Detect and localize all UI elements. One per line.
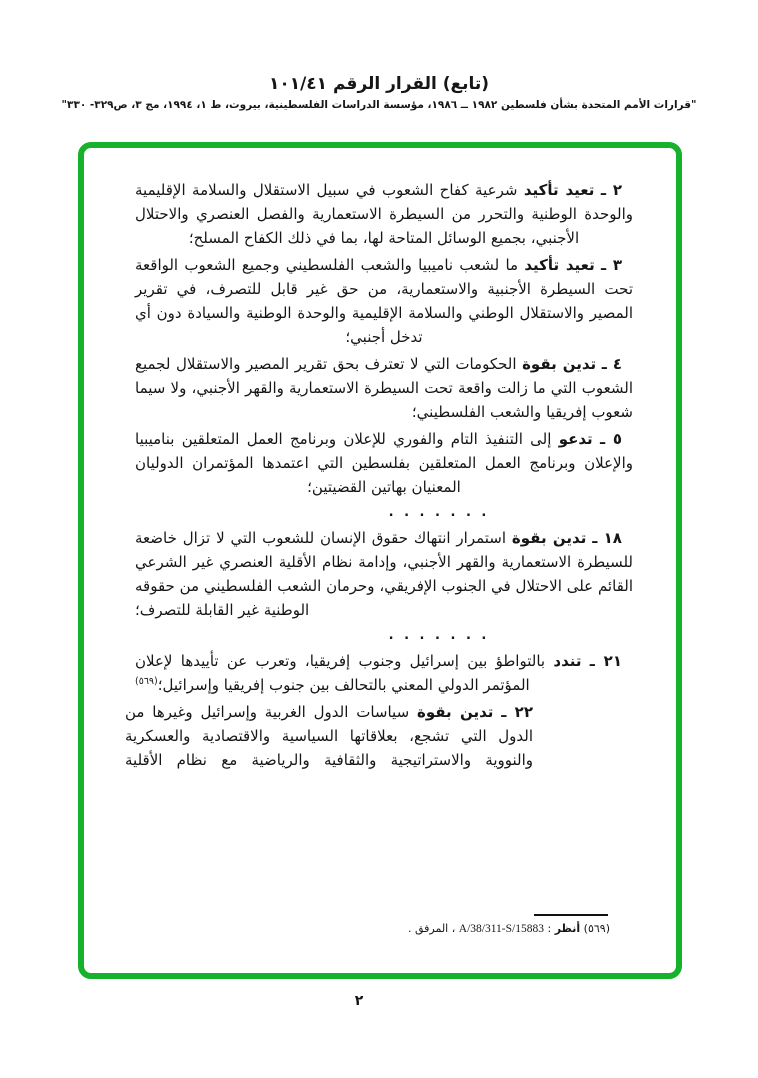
clause-lead: تدين بقوة [417,703,494,721]
clause-number: ١٨ ـ [592,529,622,547]
clause-lead: تدعو [558,430,593,448]
ellipsis-separator: . . . . . . . [388,505,490,520]
clause-number: ٢٢ ـ [501,703,533,721]
clause-3 [135,253,633,349]
clause-text: ما لشعب ناميبيا والشعب الفلسطيني وجميع الشعوب الواقعة تحت السيطرة الأجنبية والاستعمارية، من حق غير قابل للتصرف، في تقرير المصير والاستقلال الوطني والسلامة الإقليمية والوحدة الوطنية والسيادة دون أي تدخل أجنبي؛ [135,256,633,346]
footnote-rule [534,914,608,916]
clause-22 [125,700,533,772]
footnote-ref-marker: (٥٦٩) [135,676,158,687]
ellipsis-separator: . . . . . . . [388,628,490,643]
clause-5 [135,427,633,499]
footnote [408,914,610,935]
clause-lead: تعيد تأكيد [523,181,595,199]
clause-number: ٥ ـ [599,430,622,448]
clause-lead: تندد [553,652,582,670]
footnote-tail: ، المرفق . [407,922,456,935]
clause-text: إلى التنفيذ التام والفوري للإعلان وبرنامج العمل المتعلقين بناميبيا والإعلان وبرنامج العمل المتعلقين بفلسطين التي اعتمدها المؤتمران الدوليان المعنيان بهاتين القضيتين؛ [135,430,633,496]
footnote-line [408,922,610,935]
footnote-colon: : [547,922,552,935]
clause-text: شرعية كفاح الشعوب في سبيل الاستقلال والسلامة الإقليمية والوحدة الوطنية والتحرر من السيطرة الاستعمارية والفصل العنصري والاحتلال الأجنبي، بجميع الوسائل المتاحة لها، بما في ذلك الكفاح المسلح؛ [135,181,633,247]
clause-list [84,148,676,772]
footnote-reference: A/38/311-S/15883 [458,923,544,935]
clause-18 [135,526,633,622]
clause-number: ٢١ ـ [589,652,622,670]
clause-text: استمرار انتهاك حقوق الإنسان للشعوب التي لا تزال خاضعة للسيطرة الاستعمارية والقهر الأجنبي، وإدامة نظام الأقلية العنصري غير الشرعي القائم على الاحتلال في الجنوب الإفريقي، وحرمان الشعب الفلسطيني من حقوقه الوطنية غير القابلة للتصرف؛ [135,529,633,619]
clause-21 [135,649,633,697]
footnote-label: أنظر [554,922,581,935]
resolution-title: (تابع) القرار الرقم ١٠١/٤١ [268,74,490,94]
clause-4 [135,352,633,424]
clause-number: ٤ ـ [601,355,622,373]
document-header [0,74,758,111]
excerpt-box [78,142,682,979]
clause-number: ٢ ـ [600,181,622,199]
page-number: ٢ [354,993,364,1009]
clause-lead: تعيد تأكيد [524,256,595,274]
clause-text: الحكومات التي لا تعترف بحق تقرير المصير والاستقلال لجميع الشعوب التي ما زالت واقعة تحت السيطرة الاستعمارية والقهر الأجنبي، ولا سيما شعوب إفريقيا والشعب الفلسطيني؛ [135,355,633,421]
clause-text: سياسات الدول الغربية وإسرائيل وغيرها من الدول التي تشجع، بعلاقاتها السياسية والاقتصادية والعسكرية والنووية والاستراتيجية والثقافية والرياضية مع نظام الأقلية [125,703,533,769]
clause-text: بالتواطؤ بين إسرائيل وجنوب إفريقيا، وتعرب عن تأييدها لإعلان المؤتمر الدولي المعني بالتحالف بين جنوب إفريقيا وإسرائيل؛ [135,652,546,694]
source-citation: "قرارات الأمم المتحدة بشأن فلسطين ١٩٨٢ ــ ١٩٨٦، مؤسسة الدراسات الفلسطينية، بيروت، ط ١، ١٩٩٤، مج ٣، ص٣٢٩- ٣٣٠" [61,99,697,111]
clause-lead: تدين بقوة [522,355,597,373]
clause-2 [135,178,633,250]
clause-number: ٣ ـ [601,256,623,274]
footnote-marker: (٥٦٩) [583,922,610,935]
clause-lead: تدين بقوة [511,529,587,547]
